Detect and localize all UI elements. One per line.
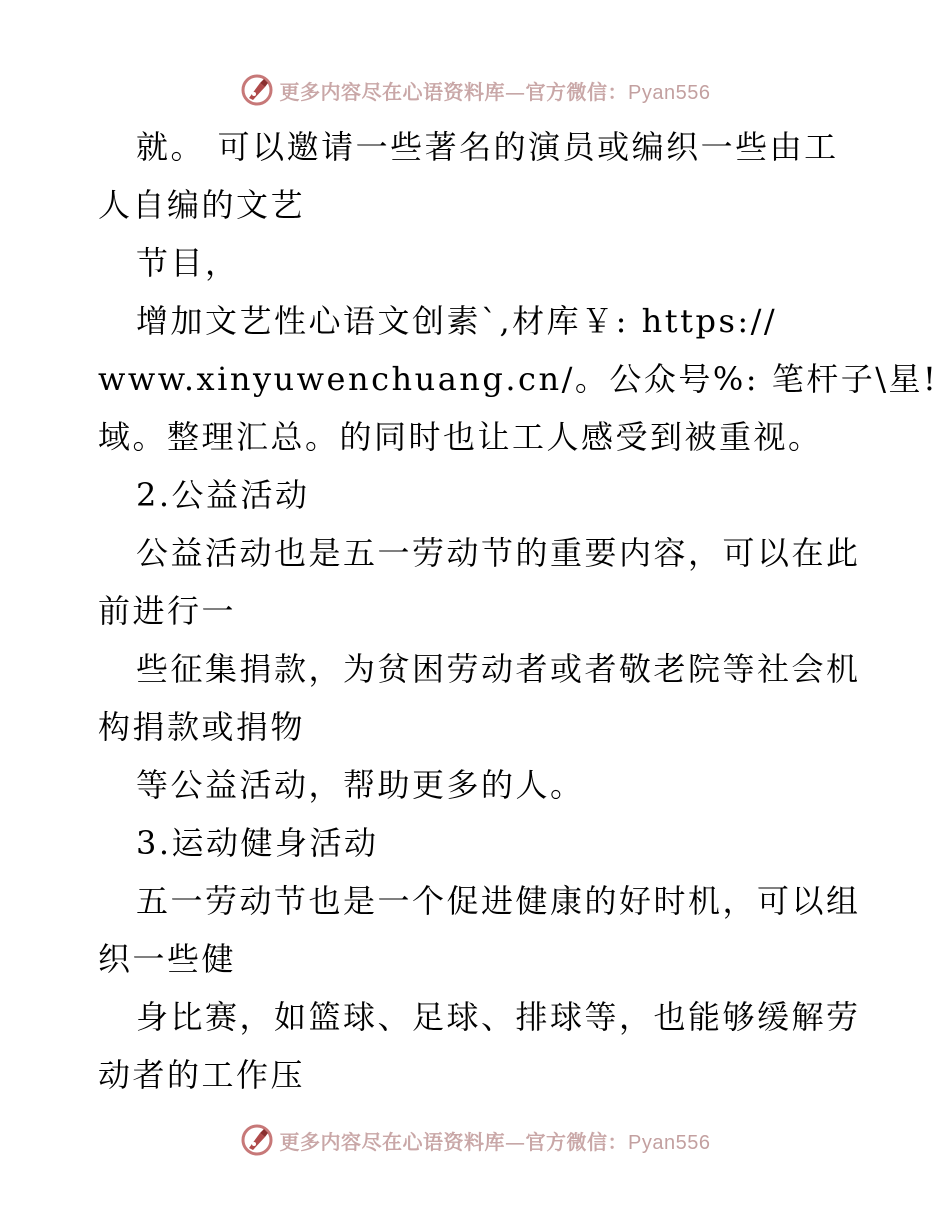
text-line: 构捐款或捐物 bbox=[98, 708, 306, 746]
text-line: 织一些健 bbox=[98, 940, 237, 978]
text-line: 就。 可以邀请一些著名的演员或编织一些由工 bbox=[136, 128, 839, 166]
watermark-wechat-label: 官方微信： bbox=[525, 79, 629, 104]
header-watermark bbox=[0, 70, 950, 110]
watermark-group bbox=[240, 1123, 711, 1157]
watermark-handle: Pyan556 bbox=[628, 81, 711, 104]
pen-nib-logo-icon bbox=[240, 73, 274, 107]
watermark-separator: — bbox=[505, 1129, 526, 1154]
text-line: 域。整理汇总。的同时也让工人感受到被重视。 bbox=[98, 418, 823, 456]
text-line: 增加文艺性心语文创素`,材库￥: https:// bbox=[136, 302, 778, 340]
text-line: 动者的工作压 bbox=[98, 1056, 306, 1094]
watermark-separator: — bbox=[505, 79, 526, 104]
text-line: 身比赛，如篮球、足球、排球等，也能够缓解劳 bbox=[136, 998, 861, 1036]
text-line: 人自编的文艺 bbox=[98, 186, 306, 224]
text-line: 节目， bbox=[136, 244, 240, 282]
watermark-text: 更多内容尽在心语资料库 bbox=[279, 1129, 506, 1154]
text-line: www.xinyuwenchuang.cn/。公众号%: 笔杆子\星! bbox=[98, 360, 939, 398]
watermark-handle: Pyan556 bbox=[628, 1131, 711, 1154]
text-line: 等公益活动，帮助更多的人。 bbox=[136, 766, 585, 804]
text-line: 2.公益活动 bbox=[136, 476, 310, 514]
text-line: 些征集捐款，为贫困劳动者或者敬老院等社会机 bbox=[136, 650, 861, 688]
text-line: 五一劳动节也是一个促进健康的好时机，可以组 bbox=[136, 882, 861, 920]
footer-watermark bbox=[0, 1120, 950, 1160]
text-line: 3.运动健身活动 bbox=[136, 824, 379, 862]
watermark-text: 更多内容尽在心语资料库 bbox=[279, 79, 506, 104]
watermark-text-row bbox=[280, 76, 711, 105]
watermark-text-row bbox=[280, 1126, 711, 1155]
pen-nib-logo-icon bbox=[240, 1123, 274, 1157]
text-line: 前进行一 bbox=[98, 592, 237, 630]
watermark-wechat-label: 官方微信： bbox=[525, 1129, 629, 1154]
document-body bbox=[98, 118, 939, 1104]
text-line: 公益活动也是五一劳动节的重要内容，可以在此 bbox=[136, 534, 861, 572]
watermark-group bbox=[240, 73, 711, 107]
